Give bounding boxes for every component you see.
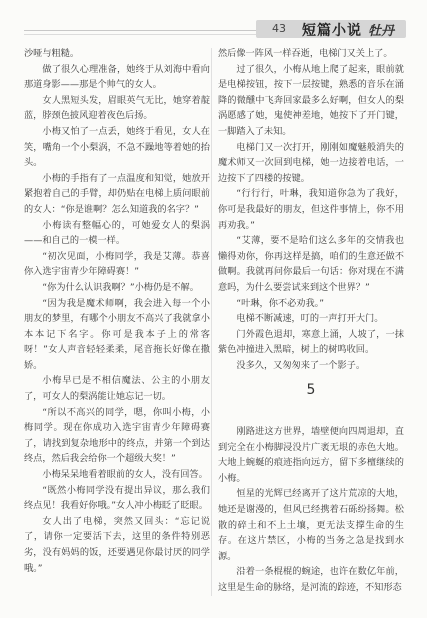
paragraph: 女人黑短头发，眉眼英气无比，她穿着靛蓝，脖颈色披风迎着夜色后扬。 [24,94,210,122]
section-tab [256,20,406,38]
page-number: 43 [272,22,286,35]
paragraph: 小梅呆呆地看着眼前的女人，没有回答。 [42,469,208,481]
paragraph: 电梯不断减速，叮的一声打开大门。 [236,313,384,325]
paragraph: 恒星的光辉已经离开了这片荒凉的大地，她还是谢漫的，但风已经携着石砾纷扬舞。松散的碎土和不上土壤，更无法支撑生命的生存。在这片禁区，小梅的当务之急是找到水源。 [218,488,404,562]
paragraph: “既然小梅同学没有提出异议，那么我们终点见！我看好你哦。”女人冲小梅眨了眨眼。 [24,484,210,512]
paragraph: “因为我是魔术师啊，我会进入每一个小朋友的梦里，有哪个小朋友不高兴了我就拿小本本记下名字。你可是我本子上的常客呀！”女人声音轻轻柔柔，尾音拖长好像在撒娇。 [24,297,210,371]
paragraph: 过了很久，小梅从地上爬了起来，眼前就是电梯按钮，按下一层按键，熟悉的音乐在涌降的微醺中飞奔回家最多么好啊，但女人的梨涡愿感了她，鬼使神差地，她按下了开门键，一脚踏入了未知。 [218,63,404,137]
paragraph: 女人出了电梯，突然又回头：“忘记说了，请你一定要活下去，这里的条件特别恶劣，没有妈妈的饭，还要遇见你最讨厌的同学哦。” [24,515,210,574]
paragraph: 小梅的手指有了一点温度和知觉，她放开紧抱着自己的手臂，却仍贴在电梯上质问眼前的女人：“你是谁啊？怎么知道我的名字？” [24,172,210,215]
paragraph: 小梅早已是不相信魔法、公主的小朋友了，可女人的梨涡能让她忘记一切。 [24,375,210,403]
paragraph: 沙哑与粗糙。 [24,48,80,59]
paragraph: 然后像一阵风一样吞逝，电梯门又关上了。 [218,48,393,59]
column-divider [211,48,212,596]
paragraph: “所以不高兴的同学，嗯，你叫小梅，小梅同学。现在你成功入选宇宙青少年障碍赛了，请找到复杂地形中的终点，并第一个到达终点，然后我会给你一个超级大奖！” [24,406,210,465]
paragraph: 小梅又怕了一点丢，她终于看见，女人在笑，嘴角一个小梨涡，不急不躁地等着她的抬头。 [24,125,210,169]
header-rule [24,30,256,31]
magazine-logo: 牡丹 [368,24,395,39]
paragraph: “你为什么认识我啊？”小梅仍是不解。 [42,281,199,293]
paragraph: 门外霞色退却，寒意上涌，人坡了，一抹紫色冲撞进入黑暗，树上的树鸣收回。 [218,328,404,356]
paragraph: 小梅读有整幅心的，可她爱女人的梨涡——和自己的一模一样。 [24,219,210,247]
paragraph: 沿着一条棍棍的蜿途，也许在数亿年前，这里是生命的脉络，是河流的踪迹，不知形态 [218,566,404,593]
paragraph: 电梯门又一次打开，刚刚如魔魅般消失的魔术师又一次回到电梯，她一边接着电话，一边按下了四楼的按键。 [218,141,404,184]
column-title: 短篇小说 [302,23,362,39]
left-column [24,46,210,576]
paragraph: 没多久，又匆匆来了一个影子。 [236,359,366,371]
right-column-top [218,46,404,373]
paragraph: “初次见面，小梅同学，我是艾薄。恭喜你入选宇宙青少年障碍赛！” [24,250,210,278]
right-column-bottom [218,424,404,596]
paragraph: 做了很久心理准备，她终于从刘海中看向那道身影——那是个帅气的女人。 [24,63,210,91]
page-header [0,0,427,44]
paragraph: “叶琳，你不必劝我。” [236,297,324,309]
paragraph: 刚路进这方世界，墙壁便向四周退却，直到完全在小梅脚浸没片广袤无垠的赤色大地。大地上蜿蜒的痕迹指向远方，留下多檀继续的小梅。 [218,426,404,484]
paragraph: “艾薄，要不是哈们这么多年的交情我也懒得劝你，你再这样是搞，咱们的生意还做不做啊。我就再问你最后一句话：你对现在不满意吗，为什么要尝试来到这个世界？” [218,235,404,293]
section-number: 5 [306,382,316,398]
paragraph: “行行行，叶琳，我知道你急为了我好，你可是我最好的朋友，但这件事情上，你不用再劝我。” [218,188,404,231]
header-rule-thin [24,34,256,35]
